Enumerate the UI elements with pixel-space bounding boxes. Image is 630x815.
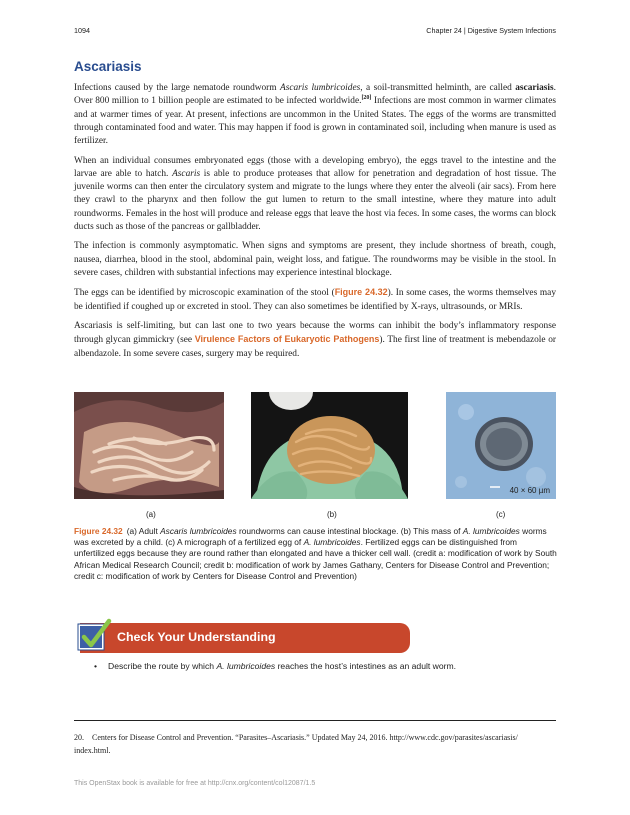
chapter-title: Chapter 24 | Digestive System Infections	[426, 26, 556, 35]
section-title: Ascariasis	[74, 59, 142, 74]
panel-label-a: (a)	[146, 510, 156, 519]
paragraph-1: Infections caused by the large nematode roundworm Ascaris lumbricoides, a soil-transmitted helminth, are called ascariasis. Over 800 million to 1 billion people are estimated to be infected worldwide.[20] Infections are most common in warmer climates and at warmer times of year. At present, infections are uncommon in the United States. The eggs of the worms are transmitted through contaminated food and water. This may happen if food is grown in contaminated soil, including when manure is used as fertilizer.	[74, 83, 556, 147]
photo-worm-mass-gloves	[251, 392, 408, 499]
bullet-icon: •	[94, 661, 98, 671]
body-text	[74, 82, 556, 367]
paragraph-3: The infection is commonly asymptomatic. When signs and symptoms are present, they include shortness of breath, cough, nausea, diarrhea, blood in the stool, abdominal pain, weight loss, and fatigue. The roundworms may be visible in the stool. In severe cases, children with substantial infections may experience intestinal blockage.	[74, 241, 556, 279]
photo-intestine-worms	[74, 392, 224, 499]
page-footer: This OpenStax book is available for free at http://cnx.org/content/col12087/1.5	[74, 780, 316, 787]
photo-egg-micrograph	[446, 392, 556, 499]
key-term: ascariasis	[515, 83, 554, 93]
figure-caption: Figure 24.32 (a) Adult Ascaris lumbricoides roundworms can cause intestinal blockage. (b) This mass of A. lumbricoides worms was excreted by a child. (c) A micrograph of a fertilized egg of A. lumbricoides. Fertilized eggs can be distinguished from unfertilized eggs because they are round rather than elongated and have a thicker cell wall. (credit a: modification of work by South African Medical Research Council; credit b: modification of work by James Gathany, Centers for Disease Control and Prevention; credit c: modification of work by Centers for Disease Control and Prevention)	[74, 526, 557, 581]
footnote-divider	[74, 720, 556, 721]
page-number: 1094	[74, 26, 90, 35]
checkmark-box-icon	[76, 618, 112, 654]
scale-bar-label: 40 × 60 µm	[509, 486, 550, 495]
panel-label-b: (b)	[327, 510, 337, 519]
footnote-text: Centers for Disease Control and Prevention. “Parasites–Ascariasis.” Updated May 24, 2016. http://www.cdc.gov/parasites/ascariasis/ index.html.	[74, 733, 518, 756]
check-understanding-title: Check Your Understanding	[117, 630, 276, 644]
footnote-ref[interactable]: [20]	[361, 95, 372, 102]
figure-number: Figure 24.32	[74, 526, 123, 536]
paragraph-5: Ascariasis is self-limiting, but can last one to two years because the worms can inhibit the body’s inflammatory response through glycan gimmickry (see Virulence Factors of Eukaryotic Pathogens). The first line of treatment is mebendazole or albendazole. In some severe cases, surgery may be required.	[74, 321, 556, 359]
panel-label-c: (c)	[496, 510, 506, 519]
paragraph-4: The eggs can be identified by microscopic examination of the stool (Figure 24.32). In some cases, the worms themselves may be identified if coughed up or excreted in stool. They can also sometimes be identified by X-rays, ultrasounds, or MRIs.	[74, 287, 556, 312]
paragraph-2: When an individual consumes embryonated eggs (those with a developing embryo), the eggs travel to the intestine and the larvae are able to hatch. Ascaris is able to produce proteases that allow for penetration and degradation of host tissue. The juvenile worms can then enter the circulatory system and migrate to the lungs where they enter the alveoli (air sacs). From here they crawl to the pharynx and then follow the gut lumen to return to the small intestine, where they mature into adult roundworms. Females in the host will produce and release eggs that leave the host via feces. In some cases, the worms can block ducts such as those of the pancreas or gallbladder.	[74, 155, 556, 233]
figure-link[interactable]: Figure 24.32	[334, 287, 388, 298]
running-header	[74, 26, 556, 38]
footnote	[74, 731, 556, 758]
question-text: Describe the route by which A. lumbricoides reaches the host’s intestines as an adult worm.	[108, 661, 457, 671]
figure-24-32	[74, 392, 556, 502]
footnote-number: 20.	[74, 733, 84, 742]
section-link[interactable]: Virulence Factors of Eukaryotic Pathogens	[194, 334, 380, 345]
